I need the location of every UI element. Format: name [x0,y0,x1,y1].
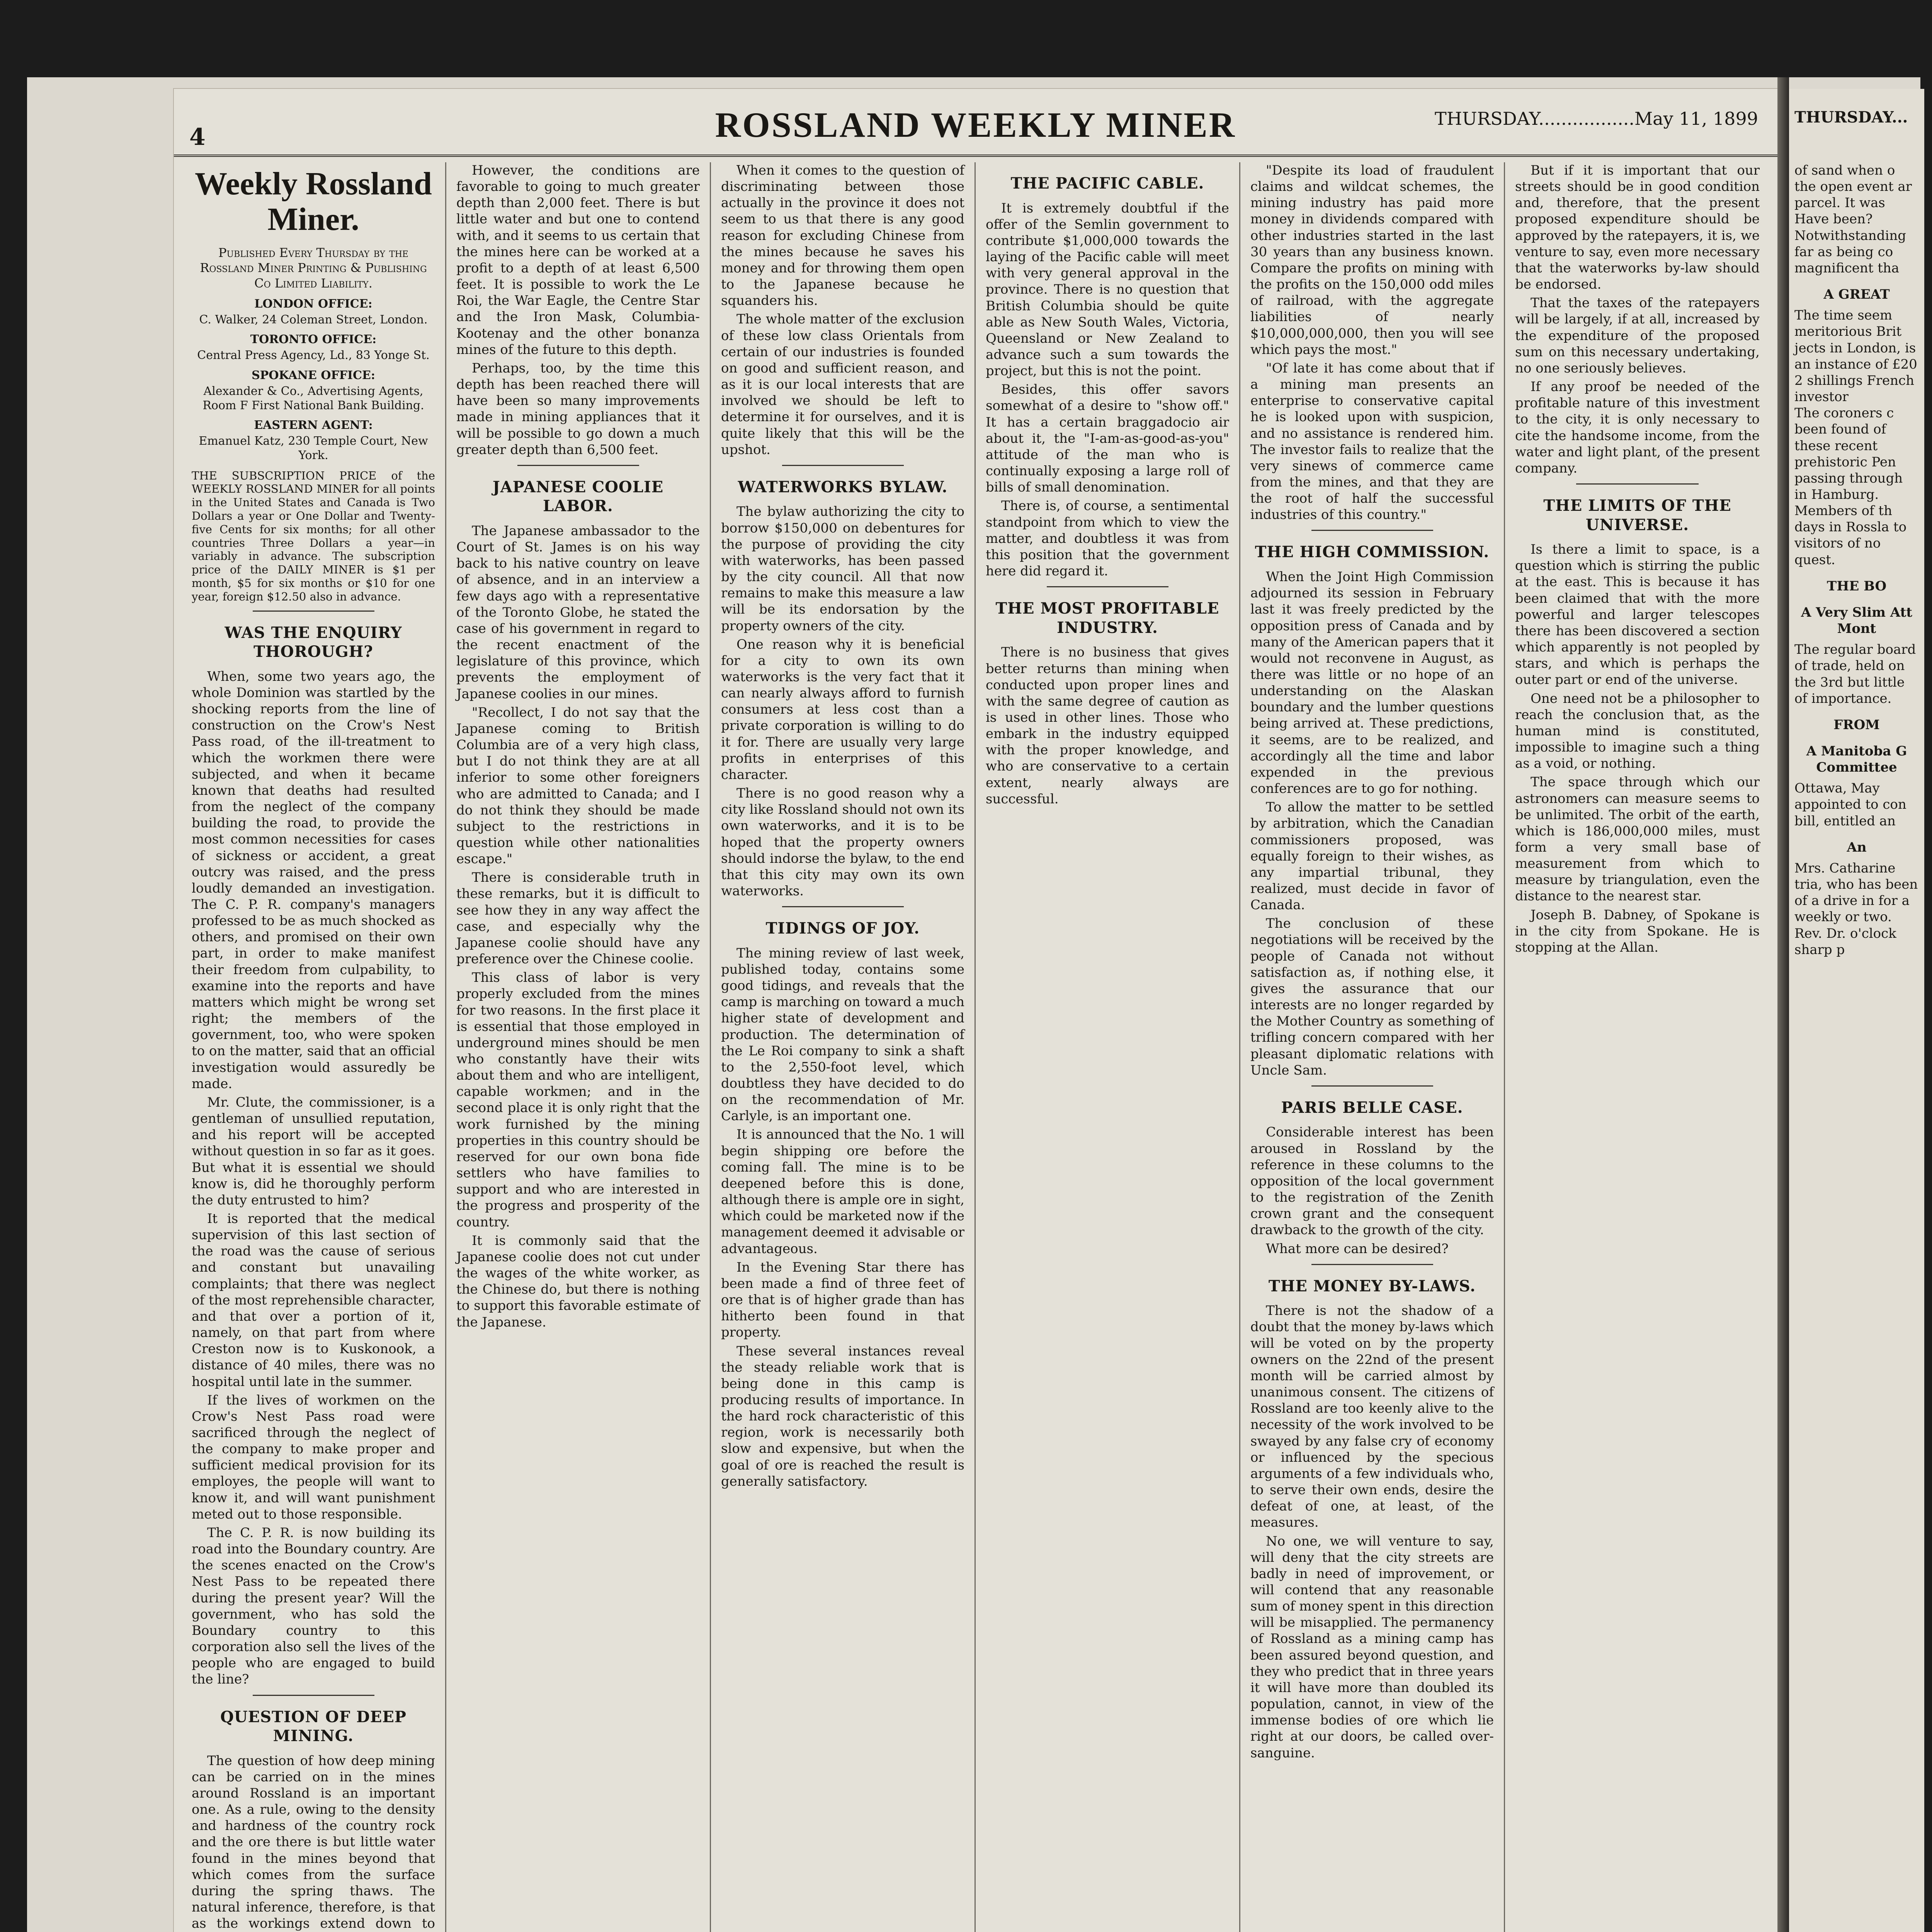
adjacent-page-edge [1789,89,1924,1932]
article-paragraph: This class of labor is very properly excluded from the mines for two reasons. In the first place it is essential that those employed in underground mines should be men who constantly have their wits about them and who are intelligent, capable workmen; and in the second place it is only right that the work furnished by the mining properties in this country should be reserved for our own bona fide settlers who have families to support and who are interested in the progress and prosperity of the country. [456,970,700,1230]
article-paragraph: There is no business that gives better returns than mining when conducted upon proper lines and with the same degree of caution as is used in other lines. Those who embark in the industry equipped with the proper knowledge, and who are conservative to a certain extent, nearly always are successful. [986,645,1229,807]
divider [782,465,904,466]
article-paragraph: If the lives of workmen on the Crow's Nest Pass road were sacrificed through the neglect of the company to make proper and sufficient medical provision for its employes, the people will want to know it, and will want punishment meted out to those responsible. [192,1392,435,1522]
divider [782,906,904,907]
article-paragraph: It is reported that the medical supervision of this last section of the road was the cause of serious and constant but unavailing complaints; that there was neglect of the most reprehensible character, and that over a portion of it, namely, on that part from where Creston now is to Kuskonook, a distance of 40 miles, there was no hospital until late in the summer. [192,1211,435,1389]
column-5 [1240,162,1505,1932]
date-line: THURSDAY.................May 11, 1899 [1435,108,1758,129]
article-paragraph: However, the conditions are favorable to going to much greater depth than 2,000 feet. There is but little water and but one to contend with, and it seems to us certain that the mines here can be worked at a profit to a depth of at least 6,500 feet. It is possible to work the Le Roi, the War Eagle, the Centre Star and the Iron Mask, Columbia-Kootenay and the other bonanza mines of the future to this depth. [456,163,700,357]
article-headline: QUESTION OF DEEP MINING. [220,1708,406,1745]
article-paragraph: Mr. Clute, the commissioner, is a gentleman of unsullied reputation, and his report will be accepted without question in so far as it goes. But what it is essential we should know is, did he thoroughly perform the duty entrusted to him? [192,1094,435,1208]
adjacent-fragment: Members of th days in Rossla to visitors of no quest. [1794,503,1907,568]
page-masthead [174,89,1777,157]
article-paragraph: Is there a limit to space, is a question which is stirring the public at the east. This is because it has been claimed that with the more powerful and larger telescopes there has been discovered a section which apparently is not peopled by stars, and which is perhaps the outer part or end of the universe. [1515,542,1760,688]
article-paragraph: One need not be a philosopher to reach the conclusion that, as the human mind is constituted, impossible to imagine such a thing as a void, or nothing. [1515,690,1760,772]
article-paragraph: No one, we will venture to say, will deny that the city streets are badly in need of improvement, or will contend that any reasonable sum of money spent in this direction will be misapplied. The permanency of Rossland as a mining camp has been assured beyond question, and they who predict that in three years it will have more than doubled its population, cannot, in view of the immense bodies of ore which lie right at our doors, be called over-sanguine. [1250,1533,1494,1761]
subscription-note: THE SUBSCRIPTION PRICE of the WEEKLY ROSSLAND MINER for all points in the United States and Canada is Two Dollars a year or One Dollar and Twenty-five Cents for six months; for all other countries Three Dollars a year—in variably in advance. The subscription price of the DAILY MINER is $1 per month, $5 for six months or $10 for one year, foreign $12.50 also in advance. [192,469,435,603]
article-paragraph: When, some two years ago, the whole Dominion was startled by the shocking reports from the line of construction on the Crow's Nest Pass road, of the ill-treatment to which the workmen there were subjected, and when it became known that deaths had resulted from the neglect of the company building the road, to provide the most common necessities for cases of sickness or accident, a great outcry was raised, and the press loudly demanded an investigation. The C. P. R. company's managers professed to be as much shocked as others, and promised on their own part, in order to make manifest their freedom from culpability, to examine into the reports and have matters which might be wrong set right; the members of the government, too, who were spoken to on the matter, said that an official investigation would assuredly be made. [192,668,435,1092]
adjacent-fragment: Ottawa, May appointed to con bill, entitled an [1794,781,1906,829]
article-paragraph: Perhaps, too, by the time this depth has been reached there will have been so many improvements made in mining appliances that it will be possible to go down a much greater depth than 6,500 feet. [456,360,700,457]
adjacent-fragment: The coroners c been found of these recent prehistoric Pen passing through in Hamburg. [1794,405,1903,502]
article-paragraph: The space through which our astronomers can measure seems to be unlimited. The orbit of the earth, which is 186,000,000 miles, must form a very small base of measurement from which to measure by triangulation, even the distance to the nearest star. [1515,774,1760,904]
article-paragraph: That the taxes of the ratepayers will be largely, if at all, increased by the expenditure of the proposed sum on this necessary undertaking, no one seriously believes. [1515,295,1760,376]
article-paragraph: The bylaw authorizing the city to borrow $150,000 on debentures for the purpose of providing the city with waterworks, has been passed by the city council. All that now remains to make this measure a law will be its endorsation by the property owners of the city. [721,504,964,634]
office-text: Alexander & Co., Advertising Agents, Room F First National Bank Building. [202,384,424,412]
article-paragraph: What more can be desired? [1266,1241,1449,1257]
column-4 [976,162,1240,1932]
office-text: Central Press Agency, Ld., 83 Yonge St. [197,349,430,362]
column-1 [182,162,446,1932]
column-3 [711,162,976,1932]
divider [253,611,374,612]
adjacent-fragment: of sand when o the open event ar parcel. It was Have been? Notwithstanding far as being co magnificent tha [1794,163,1912,276]
divider [517,465,639,466]
article-paragraph: The question of how deep mining can be carried on in the mines around Rossland is an important one. As a rule, owing to the density and hardness of the country rock and the ore there is but little water found in the mines beyond that which comes from the surface during the spring thaws. The natural inference, therefore, is that as the workings extend down to [192,1753,435,1932]
article-paragraph: To allow the matter to be settled by arbitration, which the Canadian commissioners proposed, was equally foreign to their wishes, as any impartial tribunal, they realized, must decide in favor of Canada. [1250,799,1494,913]
article-paragraph: These several instances reveal the steady reliable work that is being done in this camp is producing results of importance. In the hard rock characteristic of this region, work is necessarily both slow and expensive, but when the goal of ore is reached the result is generally satisfactory. [721,1343,964,1489]
office-text: Emanuel Katz, 230 Temple Court, New York. [199,434,428,463]
article-headline: THE MONEY BY-LAWS. [1268,1277,1476,1295]
article-paragraph: One reason why it is beneficial for a city to own its own waterworks is the very fact that it can nearly always afford to furnish consumers at less cost than a private corporation is willing to do it for. There are usually very large profits in enterprises of this character. [721,636,964,782]
article-paragraph: Besides, this offer savors somewhat of a desire to "show off." It has a certain braggadocio air about it, the "I-am-as-good-as-you" attitude of the man who is continually exposing a large roll of bills of small denomination. [986,382,1229,495]
binding-gutter [1777,77,1789,1932]
adjacent-heading: A GREAT [1823,287,1890,303]
office-text: C. Walker, 24 Coleman Street, London. [199,313,428,327]
article-headline: THE LIMITS OF THE UNIVERSE. [1543,496,1731,534]
article-paragraph: The mining review of last week, published today, contains some good tidings, and reveals that the camp is marching on toward a much higher state of development and production. The determination of the Le Roi company to sink a shaft to the 2,550-foot level, which doubtless they have decided to do on the recommendation of Mr. Carlyle, is an important one. [721,945,964,1124]
adjacent-heading: A Manitoba G Committee [1806,743,1907,776]
adjacent-fragment: The time seem meritorious Brit jects in London, is an instance of £20 2 shillings French investor [1794,308,1917,405]
article-paragraph: But if it is important that our streets should be in good condition and, therefore, that the present proposed expenditure should be approved by the ratepayers, it is, we venture to say, even more necessary that the waterworks by-law should be endorsed. [1515,163,1760,293]
office-head: EASTERN AGENT: [254,418,373,432]
article-paragraph: "Recollect, I do not say that the Japanese coming to British Columbia are of a very high class, but I do not think they are at all inferior to some other foreigners who are admitted to Canada; and I do not think they should be made subject to the restrictions in question while other nationalities escape." [456,704,700,867]
office-head: SPOKANE OFFICE: [252,368,375,382]
column-6 [1505,162,1770,1932]
article-headline: WATERWORKS BYLAW. [738,478,948,496]
article-paragraph: If any proof be needed of the profitable nature of this investment to the city, it is only necessary to cite the handsome income, from the water and light plant, of the present company. [1515,379,1760,476]
masthead-box [192,166,435,604]
divider [1311,530,1433,531]
article-paragraph: There is not the shadow of a doubt that the money by-laws which will be voted on by the property owners on the 22nd of the present month will be carried almost by unanimous consent. The citizens of Rossland are too keenly alive to the necessity of the work involved to be swayed by any false cry of economy or influenced by the specious arguments of a few individuals who, to serve their own ends, desire the defeat of one, at least, of the measures. [1250,1303,1494,1531]
article-paragraph: It is commonly said that the Japanese coolie does not cut under the wages of the white worker, as the Chinese do, but there is nothing to support this favorable estimate of the Japanese. [456,1233,700,1330]
article-paragraph: "Despite its load of fraudulent claims and wildcat schemes, the mining industry has paid more money in dividends compared with other industries started in the last 30 years than any business known. Compare the profits on mining with the profits on the 150,000 odd miles of railroad, with the aggregate liabilities of nearly $10,000,000,000, then you will see which pays the most." [1250,163,1494,357]
text-columns [182,162,1770,1932]
article-headline: PARIS BELLE CASE. [1281,1098,1463,1117]
article-headline: JAPANESE COOLIE LABOR. [492,478,664,515]
paper-name: ROSSLAND WEEKLY MINER [715,105,1236,145]
article-paragraph: The conclusion of these negotiations will be received by the people of Canada not without satisfaction as, if nothing else, it gives the assurance that our interests are no longer regarded by the Mother Country as something of trifling concern compared with her pleasant diplomatic relations with Uncle Sam. [1250,916,1494,1078]
adjacent-fragment: The regular board of trade, held on the 3rd but little of importance. [1794,642,1916,706]
article-paragraph: "Of late it has come about that if a mining man presents an enterprise to conservative capital he is looked upon with suspicion, and no assistance is rendered him. The investor fails to realize that the very sinews of commerce came from the mines, and that they are the root of half the successful industries of this country." [1250,360,1494,523]
article-paragraph: When the Joint High Commission adjourned its session in February last it was freely predicted by the opposition press of Canada and by many of the American papers that it would not reconvene in August, as there was little or no hope of an understanding on the Alaskan boundary and the lumber questions being arrived at. These predictions, it seems, are to be realized, and accordingly all the time and labor expended in the previous conferences are to go for nothing. [1250,569,1494,797]
divider [1576,483,1699,485]
article-paragraph: Joseph B. Dabney, of Spokane is in the city from Spokane. He is stopping at the Allan. [1515,907,1760,955]
office-head: LONDON OFFICE: [254,297,372,311]
adjacent-heading: FROM [1833,717,1880,733]
article-paragraph: There is considerable truth in these remarks, but it is difficult to see how they in any way affect the case, and especially why the Japanese coolie should have any preference over the Chinese coolie. [456,870,700,967]
article-headline: WAS THE ENQUIRY THOROUGH? [224,623,402,661]
article-paragraph: There is no good reason why a city like Rossland should not own its own waterworks, and it is to be hoped that the property owners should indorse the bylaw, to the end that this city may own its own waterworks. [721,786,964,899]
adjacent-fragment: Mrs. Catharine tria, who has been of a drive in for a weekly or two. Rev. Dr. o'clock sharp p [1794,860,1918,957]
page-number: 4 [189,124,206,151]
article-paragraph: Considerable interest has been aroused in Rossland by the reference in these columns to the opposition of the local government to the registration of the Zenith crown grant and the consequent drawback to the growth of the city. [1250,1124,1494,1238]
article-paragraph: In the Evening Star there has been made a find of three feet of ore that is of higher grade than has hitherto been found in that property. [721,1259,964,1340]
divider [1311,1264,1433,1265]
article-paragraph: It is extremely doubtful if the offer of the Semlin government to contribute $1,000,000 towards the laying of the Pacific cable will meet with very general approval in the province. There is no question that British Columbia should be quite able as New South Wales, Victoria, Queensland or New Zealand to advance such a sum towards the project, but this is not the point. [986,200,1229,379]
article-headline: TIDINGS OF JOY. [765,919,920,938]
divider [1047,586,1168,587]
article-paragraph: The Japanese ambassador to the Court of St. James is on his way back to his native country on leave of absence, and in an interview a few days ago with a representative of the Toronto Globe, he stated the case of his government in regard to the recent enactment of the legislature of this province, which prevents the employment of Japanese coolies in our mines. [456,523,700,702]
article-paragraph: There is, of course, a sentimental standpoint from which to view the matter, and doubtless it was from this position that the government here did regard it. [986,498,1229,579]
weekly-title: Weekly Rossland Miner. [195,166,432,238]
article-headline: THE HIGH COMMISSION. [1255,543,1490,561]
article-paragraph: The C. P. R. is now building its road into the Boundary country. Are the scenes enacted on the Crow's Nest Pass to be repeated there during the present year? Will the government, who has sold the Boundary country to this corporation also sell the lives of the people who are engaged to build the line? [192,1525,435,1687]
column-2 [446,162,711,1932]
divider [1311,1085,1433,1087]
adjacent-heading: A Very Slim Att Mont [1801,604,1912,637]
adjacent-heading: THE BO [1827,578,1887,594]
article-paragraph: The whole matter of the exclusion of these low class Orientals from certain of our industries is founded on good and sufficient reason, and as it is our local interests that are involved we should be left to determine it for ourselves, and it is quite likely that this will be the upshot. [721,311,964,457]
newspaper-page [174,89,1777,1932]
adjacent-date-line: THURSDAY... [1794,108,1908,126]
divider [253,1695,374,1696]
office-head: TORONTO OFFICE: [250,333,377,347]
article-headline: THE PACIFIC CABLE. [1010,174,1204,192]
article-paragraph: When it comes to the question of discriminating between those actually in the province it does not seem to us that there is any good reason for excluding Chinese from the mines because he saves his money and for throwing them open to the Japanese because he squanders his. [721,163,964,309]
article-paragraph: It is announced that the No. 1 will begin shipping ore before the coming fall. The mine is to be deepened before this is done, although there is ample ore in sight, which could be marketed now if the management deemed it advisable or advantageous. [721,1127,964,1257]
adjacent-text [1789,89,1924,958]
adjacent-heading: An [1847,839,1867,855]
article-headline: THE MOST PROFITABLE INDUSTRY. [995,599,1219,637]
publisher-line: Published Every Thursday by the Rossland Miner Printing & Publishing Co Limited Liability. [200,245,427,291]
